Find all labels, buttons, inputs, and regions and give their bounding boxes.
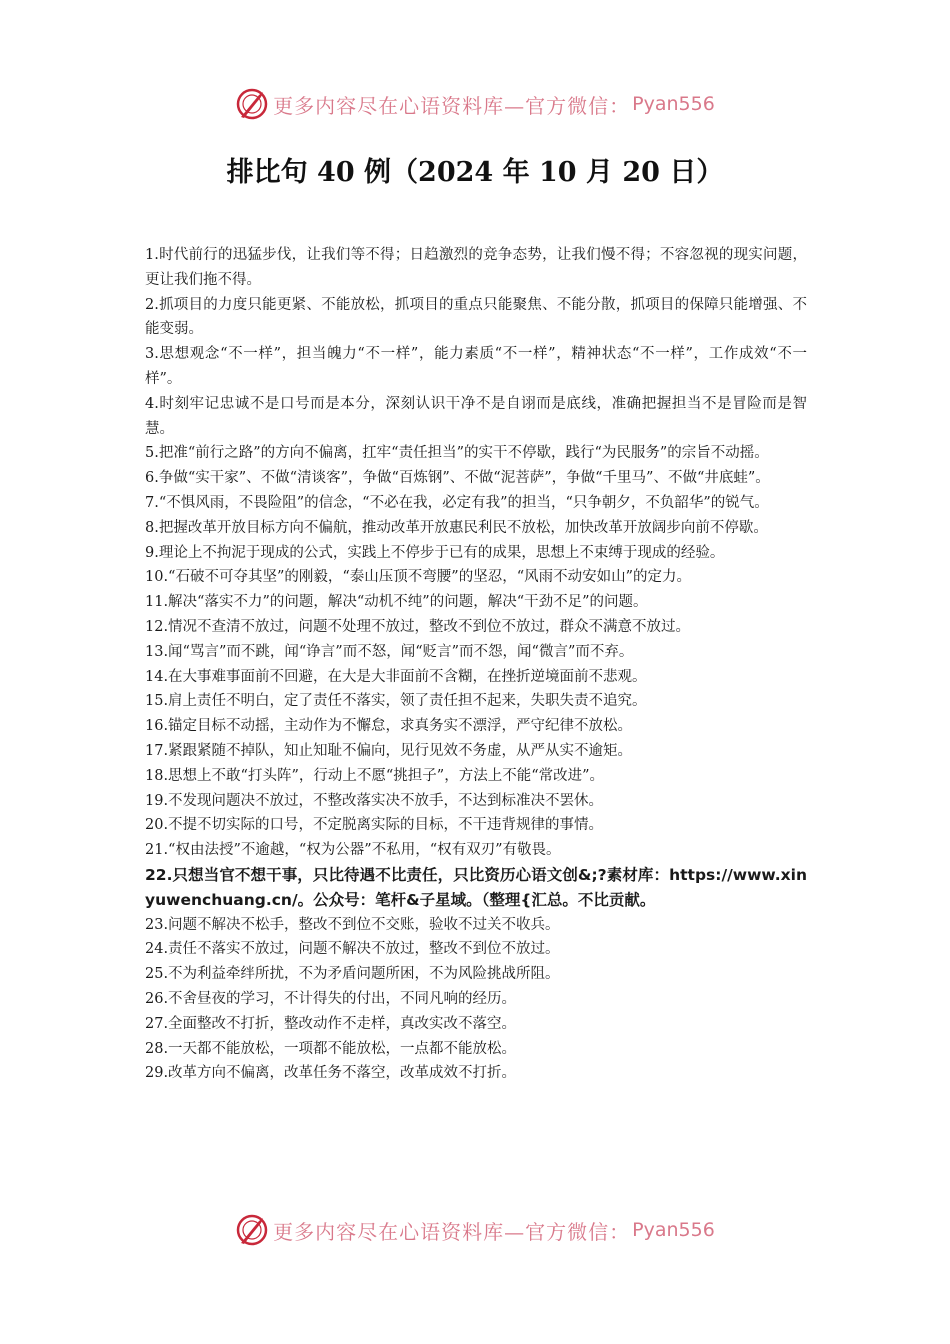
list-item: 23.问题不解决不松手，整改不到位不交账，验收不过关不收兵。	[145, 916, 560, 933]
list-item: 28.一天都不能放松，一项都不能放松，一点都不能放松。	[145, 1040, 517, 1057]
list-item: 14.在大事难事面前不回避，在大是大非面前不含糊，在挫折逆境面前不悲观。	[145, 668, 647, 685]
list-item: 6.争做“实干家”、不做“清谈客”，争做“百炼钢”、不做“泥菩萨”，争做“千里马”、不做“井底蛙”。	[145, 470, 770, 487]
list-item: 20.不提不切实际的口号，不定脱离实际的目标，不干违背规律的事情。	[145, 817, 604, 834]
list-item: 18.思想上不敢“打头阵”，行动上不愿“挑担子”，方法上不能“常改进”。	[145, 767, 605, 784]
list-item: 15.肩上责任不明白，定了责任不落实，领了责任担不起来，失职失责不追究。	[145, 693, 647, 710]
list-item: 27.全面整改不打折，整改动作不走样，真改实改不落空。	[145, 1015, 517, 1032]
list-item: 24.责任不落实不放过，问题不解决不放过，整改不到位不放过。	[145, 941, 560, 958]
list-item: 10.“石破不可夺其坚”的刚毅，“泰山压顶不弯腰”的坚忍，“风雨不动安如山”的定力。	[145, 569, 692, 586]
quill-pen-circle-icon	[235, 87, 269, 121]
banner-text: 更多内容尽在心语资料库—官方微信：	[273, 93, 631, 118]
list-item: 9.理论上不拘泥于现成的公式，实践上不停步于已有的成果，思想上不束缚于现成的经验。	[145, 544, 725, 561]
list-item: 8.把握改革开放目标方向不偏航，推动改革开放惠民利民不放松，加快改革开放阔步向前不停歇。	[145, 519, 768, 536]
quill-pen-circle-icon	[235, 1213, 269, 1247]
header-banner	[0, 82, 950, 126]
list-item: 3.思想观念“不一样”，担当魄力“不一样”，能力素质“不一样”，精神状态“不一样”，工作成效“不一样”。	[145, 346, 807, 387]
list-item: 1.时代前行的迅猛步伐，让我们等不得；日趋激烈的竞争态势，让我们慢不得；不容忽视的现实问题，更让我们拖不得。	[145, 247, 807, 288]
list-item: 12.情况不查清不放过，问题不处理不放过，整改不到位不放过，群众不满意不放过。	[145, 618, 691, 635]
banner-wechat-id: Pyan556	[632, 1219, 715, 1241]
list-item: 7.“不惧风雨，不畏险阻”的信念，“不必在我，必定有我”的担当，“只争朝夕，不负韶华”的锐气。	[145, 494, 769, 511]
footer-banner	[0, 1208, 950, 1252]
list-item: 29.改革方向不偏离，改革任务不落空，改革成效不打折。	[145, 1065, 517, 1082]
banner-wechat-id: Pyan556	[632, 93, 715, 115]
banner-text: 更多内容尽在心语资料库—官方微信：	[273, 1219, 631, 1244]
page-title: 排比句 40 例（2024 年 10 月 20 日）	[226, 157, 724, 188]
list-item: 19.不发现问题决不放过，不整改落实决不放手，不达到标准决不罢休。	[145, 792, 604, 809]
list-item: 5.把准“前行之路”的方向不偏离，扛牢“责任担当”的实干不停歇，践行“为民服务”的宗旨不动摇。	[145, 445, 769, 462]
list-item: 13.闻“骂言”而不跳，闻“诤言”而不怒，闻“贬言”而不怨，闻“微言”而不弃。	[145, 643, 634, 660]
list-item-watermarked: 22.只想当官不想干事，只比待遇不比责任，只比资历心语文创&;?素材库：https://www.xinyuwenchuang.cn/。公众号：笔杆&子星域。（整理{汇总。不比贡献。	[145, 865, 807, 909]
list-item: 25.不为利益牵绊所扰，不为矛盾问题所困，不为风险挑战所阻。	[145, 966, 560, 983]
list-item: 21.“权由法授”不逾越，“权为公器”不私用，“权有双刃”有敬畏。	[145, 842, 561, 859]
list-item: 2.抓项目的力度只能更紧、不能放松，抓项目的重点只能聚焦、不能分散，抓项目的保障只能增强、不能变弱。	[145, 296, 807, 338]
list-item: 11.解决“落实不力”的问题，解决“动机不纯”的问题，解决“干劲不足”的问题。	[145, 594, 648, 611]
list-item: 17.紧跟紧随不掉队，知止知耻不偏向，见行见效不务虚，从严从实不逾矩。	[145, 742, 633, 759]
list-item: 4.时刻牢记忠诚不是口号而是本分，深刻认识干净不是自诩而是底线，准确把握担当不是冒险而是智慧。	[145, 395, 807, 437]
sentence-list	[145, 243, 807, 1086]
list-item: 26.不舍昼夜的学习，不计得失的付出，不同凡响的经历。	[145, 990, 517, 1007]
list-item: 16.锚定目标不动摇，主动作为不懈怠，求真务实不漂浮，严守纪律不放松。	[145, 718, 633, 735]
